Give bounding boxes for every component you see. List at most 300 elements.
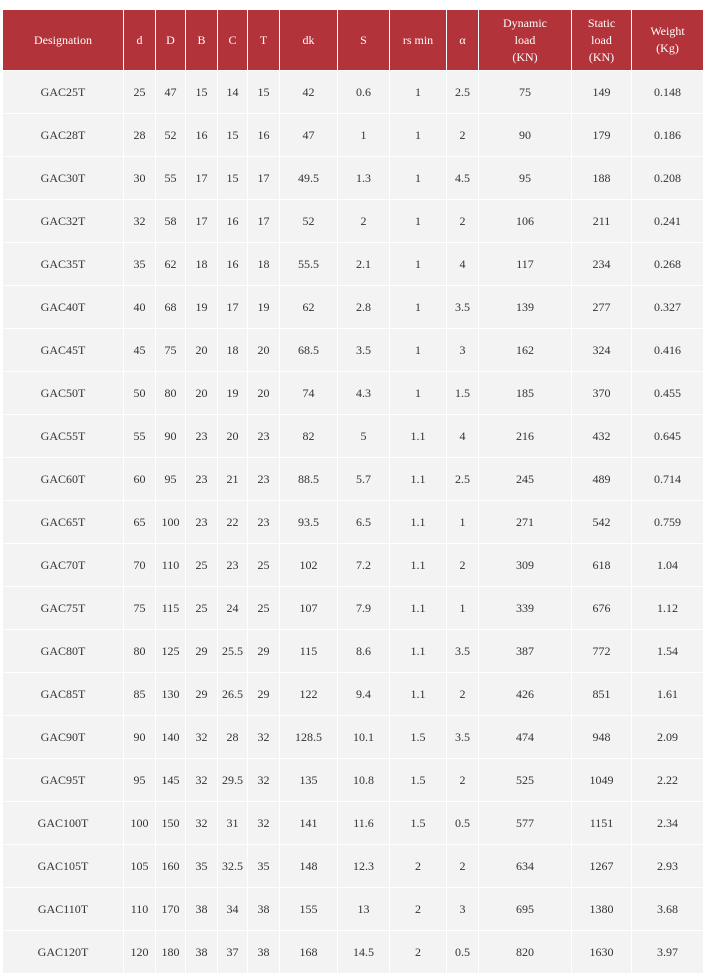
cell-dk: 115 <box>280 630 338 673</box>
cell-C: 22 <box>218 501 248 544</box>
cell-alpha: 2 <box>447 845 479 888</box>
cell-alpha: 1 <box>447 501 479 544</box>
cell-static-load: 211 <box>572 200 632 243</box>
cell-static-load: 324 <box>572 329 632 372</box>
cell-dynamic-load: 75 <box>479 71 572 114</box>
cell-rs-min: 1.1 <box>390 630 447 673</box>
cell-d: 110 <box>124 888 156 931</box>
cell-B: 32 <box>186 759 218 802</box>
header-static-load: Static load (KN) <box>572 10 632 71</box>
cell-d: 75 <box>124 587 156 630</box>
cell-S: 5.7 <box>338 458 390 501</box>
cell-S: 4.3 <box>338 372 390 415</box>
cell-d: 35 <box>124 243 156 286</box>
header-alpha: α <box>447 10 479 71</box>
cell-dynamic-load: 820 <box>479 931 572 974</box>
cell-T: 23 <box>248 415 280 458</box>
cell-designation: GAC30T <box>3 157 124 200</box>
cell-T: 17 <box>248 200 280 243</box>
cell-weight: 2.34 <box>632 802 704 845</box>
cell-dynamic-load: 245 <box>479 458 572 501</box>
cell-S: 13 <box>338 888 390 931</box>
cell-dynamic-load: 117 <box>479 243 572 286</box>
cell-dynamic-load: 162 <box>479 329 572 372</box>
cell-static-load: 149 <box>572 71 632 114</box>
table-row <box>3 200 704 243</box>
cell-alpha: 3.5 <box>447 716 479 759</box>
cell-B: 20 <box>186 329 218 372</box>
cell-T: 20 <box>248 329 280 372</box>
cell-rs-min: 1 <box>390 114 447 157</box>
cell-dk: 88.5 <box>280 458 338 501</box>
cell-dynamic-load: 577 <box>479 802 572 845</box>
cell-designation: GAC28T <box>3 114 124 157</box>
cell-dk: 135 <box>280 759 338 802</box>
cell-weight: 0.645 <box>632 415 704 458</box>
header-weight: Weight (Kg) <box>632 10 704 71</box>
cell-d: 120 <box>124 931 156 974</box>
cell-D: 62 <box>156 243 186 286</box>
table-row <box>3 329 704 372</box>
cell-d: 95 <box>124 759 156 802</box>
cell-dynamic-load: 95 <box>479 157 572 200</box>
cell-d: 28 <box>124 114 156 157</box>
cell-dk: 155 <box>280 888 338 931</box>
cell-dynamic-load: 309 <box>479 544 572 587</box>
cell-alpha: 3.5 <box>447 286 479 329</box>
cell-rs-min: 1.1 <box>390 415 447 458</box>
table-row <box>3 888 704 931</box>
cell-B: 23 <box>186 415 218 458</box>
cell-rs-min: 2 <box>390 845 447 888</box>
cell-D: 110 <box>156 544 186 587</box>
header-designation: Designation <box>3 10 124 71</box>
cell-D: 90 <box>156 415 186 458</box>
cell-T: 15 <box>248 71 280 114</box>
cell-C: 15 <box>218 114 248 157</box>
cell-d: 55 <box>124 415 156 458</box>
cell-S: 5 <box>338 415 390 458</box>
cell-rs-min: 1 <box>390 286 447 329</box>
cell-weight: 3.97 <box>632 931 704 974</box>
table-row <box>3 415 704 458</box>
cell-d: 70 <box>124 544 156 587</box>
cell-rs-min: 1.5 <box>390 802 447 845</box>
cell-B: 25 <box>186 587 218 630</box>
cell-d: 65 <box>124 501 156 544</box>
cell-static-load: 851 <box>572 673 632 716</box>
table-row <box>3 71 704 114</box>
cell-B: 38 <box>186 888 218 931</box>
cell-rs-min: 2 <box>390 931 447 974</box>
cell-rs-min: 1.1 <box>390 673 447 716</box>
cell-D: 95 <box>156 458 186 501</box>
cell-dk: 68.5 <box>280 329 338 372</box>
cell-dk: 148 <box>280 845 338 888</box>
cell-T: 23 <box>248 501 280 544</box>
cell-d: 90 <box>124 716 156 759</box>
cell-static-load: 618 <box>572 544 632 587</box>
cell-rs-min: 1.5 <box>390 716 447 759</box>
cell-alpha: 1 <box>447 587 479 630</box>
cell-static-load: 188 <box>572 157 632 200</box>
cell-T: 16 <box>248 114 280 157</box>
cell-rs-min: 1.5 <box>390 759 447 802</box>
cell-rs-min: 1 <box>390 372 447 415</box>
cell-rs-min: 1 <box>390 329 447 372</box>
cell-static-load: 676 <box>572 587 632 630</box>
cell-D: 130 <box>156 673 186 716</box>
cell-C: 18 <box>218 329 248 372</box>
cell-S: 1 <box>338 114 390 157</box>
cell-S: 14.5 <box>338 931 390 974</box>
cell-designation: GAC100T <box>3 802 124 845</box>
header-dynamic-load: Dynamic load (KN) <box>479 10 572 71</box>
cell-C: 16 <box>218 200 248 243</box>
cell-T: 23 <box>248 458 280 501</box>
cell-C: 19 <box>218 372 248 415</box>
cell-d: 45 <box>124 329 156 372</box>
cell-D: 68 <box>156 286 186 329</box>
cell-designation: GAC75T <box>3 587 124 630</box>
cell-static-load: 489 <box>572 458 632 501</box>
cell-alpha: 4 <box>447 243 479 286</box>
cell-C: 29.5 <box>218 759 248 802</box>
cell-D: 125 <box>156 630 186 673</box>
cell-B: 35 <box>186 845 218 888</box>
cell-rs-min: 2 <box>390 888 447 931</box>
table-row <box>3 114 704 157</box>
header-row <box>3 10 704 71</box>
cell-alpha: 2 <box>447 200 479 243</box>
cell-alpha: 3.5 <box>447 630 479 673</box>
cell-T: 32 <box>248 759 280 802</box>
cell-S: 8.6 <box>338 630 390 673</box>
header-B: B <box>186 10 218 71</box>
cell-B: 17 <box>186 157 218 200</box>
table-row <box>3 802 704 845</box>
table-row <box>3 845 704 888</box>
cell-designation: GAC85T <box>3 673 124 716</box>
cell-weight: 0.268 <box>632 243 704 286</box>
cell-static-load: 179 <box>572 114 632 157</box>
cell-dynamic-load: 271 <box>479 501 572 544</box>
cell-B: 20 <box>186 372 218 415</box>
cell-D: 100 <box>156 501 186 544</box>
cell-dynamic-load: 426 <box>479 673 572 716</box>
cell-weight: 2.09 <box>632 716 704 759</box>
cell-dk: 47 <box>280 114 338 157</box>
cell-d: 105 <box>124 845 156 888</box>
cell-alpha: 2 <box>447 759 479 802</box>
cell-B: 16 <box>186 114 218 157</box>
cell-D: 52 <box>156 114 186 157</box>
cell-T: 25 <box>248 587 280 630</box>
cell-B: 23 <box>186 458 218 501</box>
cell-designation: GAC110T <box>3 888 124 931</box>
cell-T: 38 <box>248 931 280 974</box>
cell-static-load: 1151 <box>572 802 632 845</box>
cell-designation: GAC55T <box>3 415 124 458</box>
cell-dynamic-load: 106 <box>479 200 572 243</box>
cell-T: 32 <box>248 716 280 759</box>
cell-alpha: 0.5 <box>447 931 479 974</box>
cell-alpha: 4 <box>447 415 479 458</box>
cell-C: 34 <box>218 888 248 931</box>
cell-dk: 49.5 <box>280 157 338 200</box>
cell-dk: 62 <box>280 286 338 329</box>
cell-static-load: 234 <box>572 243 632 286</box>
cell-C: 20 <box>218 415 248 458</box>
cell-d: 100 <box>124 802 156 845</box>
cell-D: 58 <box>156 200 186 243</box>
cell-static-load: 772 <box>572 630 632 673</box>
cell-static-load: 948 <box>572 716 632 759</box>
cell-D: 150 <box>156 802 186 845</box>
cell-weight: 2.93 <box>632 845 704 888</box>
cell-S: 9.4 <box>338 673 390 716</box>
cell-B: 19 <box>186 286 218 329</box>
table-row <box>3 243 704 286</box>
cell-T: 35 <box>248 845 280 888</box>
cell-designation: GAC32T <box>3 200 124 243</box>
bearing-spec-table <box>2 10 704 974</box>
cell-B: 32 <box>186 802 218 845</box>
cell-weight: 1.54 <box>632 630 704 673</box>
cell-dk: 93.5 <box>280 501 338 544</box>
cell-S: 11.6 <box>338 802 390 845</box>
cell-B: 29 <box>186 673 218 716</box>
header-D: D <box>156 10 186 71</box>
cell-S: 0.6 <box>338 71 390 114</box>
cell-D: 115 <box>156 587 186 630</box>
cell-designation: GAC35T <box>3 243 124 286</box>
cell-designation: GAC45T <box>3 329 124 372</box>
table-row <box>3 157 704 200</box>
cell-rs-min: 1 <box>390 157 447 200</box>
cell-designation: GAC70T <box>3 544 124 587</box>
cell-designation: GAC50T <box>3 372 124 415</box>
cell-static-load: 1267 <box>572 845 632 888</box>
cell-alpha: 2 <box>447 544 479 587</box>
cell-static-load: 277 <box>572 286 632 329</box>
cell-d: 30 <box>124 157 156 200</box>
cell-designation: GAC95T <box>3 759 124 802</box>
cell-designation: GAC60T <box>3 458 124 501</box>
cell-static-load: 1380 <box>572 888 632 931</box>
cell-d: 85 <box>124 673 156 716</box>
cell-designation: GAC90T <box>3 716 124 759</box>
cell-dynamic-load: 474 <box>479 716 572 759</box>
cell-dynamic-load: 90 <box>479 114 572 157</box>
cell-alpha: 2 <box>447 114 479 157</box>
cell-designation: GAC120T <box>3 931 124 974</box>
cell-designation: GAC65T <box>3 501 124 544</box>
cell-S: 3.5 <box>338 329 390 372</box>
cell-T: 17 <box>248 157 280 200</box>
cell-D: 75 <box>156 329 186 372</box>
cell-C: 28 <box>218 716 248 759</box>
cell-static-load: 542 <box>572 501 632 544</box>
cell-S: 1.3 <box>338 157 390 200</box>
cell-weight: 1.12 <box>632 587 704 630</box>
header-d: d <box>124 10 156 71</box>
cell-dk: 82 <box>280 415 338 458</box>
cell-B: 25 <box>186 544 218 587</box>
table-body <box>3 71 704 974</box>
cell-dynamic-load: 139 <box>479 286 572 329</box>
cell-weight: 0.416 <box>632 329 704 372</box>
cell-C: 16 <box>218 243 248 286</box>
cell-T: 18 <box>248 243 280 286</box>
header-dk: dk <box>280 10 338 71</box>
cell-weight: 0.148 <box>632 71 704 114</box>
cell-C: 21 <box>218 458 248 501</box>
cell-rs-min: 1.1 <box>390 587 447 630</box>
table-header <box>3 10 704 71</box>
cell-D: 80 <box>156 372 186 415</box>
cell-dk: 168 <box>280 931 338 974</box>
cell-T: 19 <box>248 286 280 329</box>
cell-S: 12.3 <box>338 845 390 888</box>
table-row <box>3 372 704 415</box>
cell-dk: 52 <box>280 200 338 243</box>
cell-C: 15 <box>218 157 248 200</box>
cell-weight: 0.208 <box>632 157 704 200</box>
cell-C: 17 <box>218 286 248 329</box>
table-row <box>3 931 704 974</box>
cell-rs-min: 1.1 <box>390 458 447 501</box>
cell-designation: GAC80T <box>3 630 124 673</box>
cell-S: 2 <box>338 200 390 243</box>
cell-static-load: 1630 <box>572 931 632 974</box>
cell-d: 25 <box>124 71 156 114</box>
cell-dynamic-load: 525 <box>479 759 572 802</box>
header-T: T <box>248 10 280 71</box>
cell-S: 2.1 <box>338 243 390 286</box>
header-rs-min: rs min <box>390 10 447 71</box>
cell-T: 32 <box>248 802 280 845</box>
cell-C: 37 <box>218 931 248 974</box>
cell-dk: 74 <box>280 372 338 415</box>
cell-alpha: 2.5 <box>447 71 479 114</box>
table-row <box>3 673 704 716</box>
table-row <box>3 286 704 329</box>
cell-B: 17 <box>186 200 218 243</box>
cell-T: 25 <box>248 544 280 587</box>
cell-S: 10.1 <box>338 716 390 759</box>
cell-C: 26.5 <box>218 673 248 716</box>
cell-weight: 1.04 <box>632 544 704 587</box>
cell-alpha: 3 <box>447 888 479 931</box>
cell-D: 145 <box>156 759 186 802</box>
cell-weight: 3.68 <box>632 888 704 931</box>
cell-dynamic-load: 695 <box>479 888 572 931</box>
table-row <box>3 716 704 759</box>
cell-alpha: 2 <box>447 673 479 716</box>
cell-dynamic-load: 216 <box>479 415 572 458</box>
cell-rs-min: 1 <box>390 71 447 114</box>
table-row <box>3 458 704 501</box>
cell-static-load: 432 <box>572 415 632 458</box>
cell-designation: GAC40T <box>3 286 124 329</box>
cell-S: 2.8 <box>338 286 390 329</box>
cell-dynamic-load: 339 <box>479 587 572 630</box>
cell-weight: 0.714 <box>632 458 704 501</box>
header-S: S <box>338 10 390 71</box>
table-row <box>3 587 704 630</box>
table-row <box>3 544 704 587</box>
table-row <box>3 630 704 673</box>
cell-weight: 0.759 <box>632 501 704 544</box>
cell-C: 32.5 <box>218 845 248 888</box>
cell-D: 160 <box>156 845 186 888</box>
cell-D: 170 <box>156 888 186 931</box>
cell-weight: 1.61 <box>632 673 704 716</box>
table-row <box>3 759 704 802</box>
cell-dk: 42 <box>280 71 338 114</box>
cell-rs-min: 1.1 <box>390 501 447 544</box>
cell-C: 14 <box>218 71 248 114</box>
cell-T: 38 <box>248 888 280 931</box>
cell-S: 7.2 <box>338 544 390 587</box>
cell-rs-min: 1 <box>390 243 447 286</box>
cell-C: 25.5 <box>218 630 248 673</box>
cell-dk: 107 <box>280 587 338 630</box>
cell-d: 32 <box>124 200 156 243</box>
cell-d: 80 <box>124 630 156 673</box>
cell-S: 6.5 <box>338 501 390 544</box>
cell-static-load: 370 <box>572 372 632 415</box>
cell-B: 32 <box>186 716 218 759</box>
cell-weight: 0.455 <box>632 372 704 415</box>
cell-alpha: 4.5 <box>447 157 479 200</box>
cell-D: 140 <box>156 716 186 759</box>
cell-d: 60 <box>124 458 156 501</box>
cell-B: 23 <box>186 501 218 544</box>
cell-S: 10.8 <box>338 759 390 802</box>
cell-B: 38 <box>186 931 218 974</box>
cell-alpha: 0.5 <box>447 802 479 845</box>
cell-weight: 0.327 <box>632 286 704 329</box>
cell-weight: 0.241 <box>632 200 704 243</box>
cell-B: 15 <box>186 71 218 114</box>
cell-T: 29 <box>248 673 280 716</box>
table-row <box>3 501 704 544</box>
cell-alpha: 3 <box>447 329 479 372</box>
cell-dynamic-load: 185 <box>479 372 572 415</box>
cell-alpha: 2.5 <box>447 458 479 501</box>
cell-C: 23 <box>218 544 248 587</box>
cell-S: 7.9 <box>338 587 390 630</box>
cell-B: 18 <box>186 243 218 286</box>
cell-dynamic-load: 634 <box>479 845 572 888</box>
cell-dynamic-load: 387 <box>479 630 572 673</box>
cell-d: 50 <box>124 372 156 415</box>
cell-T: 20 <box>248 372 280 415</box>
cell-dk: 128.5 <box>280 716 338 759</box>
cell-static-load: 1049 <box>572 759 632 802</box>
cell-designation: GAC25T <box>3 71 124 114</box>
cell-dk: 141 <box>280 802 338 845</box>
cell-D: 55 <box>156 157 186 200</box>
cell-weight: 2.22 <box>632 759 704 802</box>
cell-T: 29 <box>248 630 280 673</box>
cell-dk: 55.5 <box>280 243 338 286</box>
cell-B: 29 <box>186 630 218 673</box>
cell-d: 40 <box>124 286 156 329</box>
cell-D: 180 <box>156 931 186 974</box>
